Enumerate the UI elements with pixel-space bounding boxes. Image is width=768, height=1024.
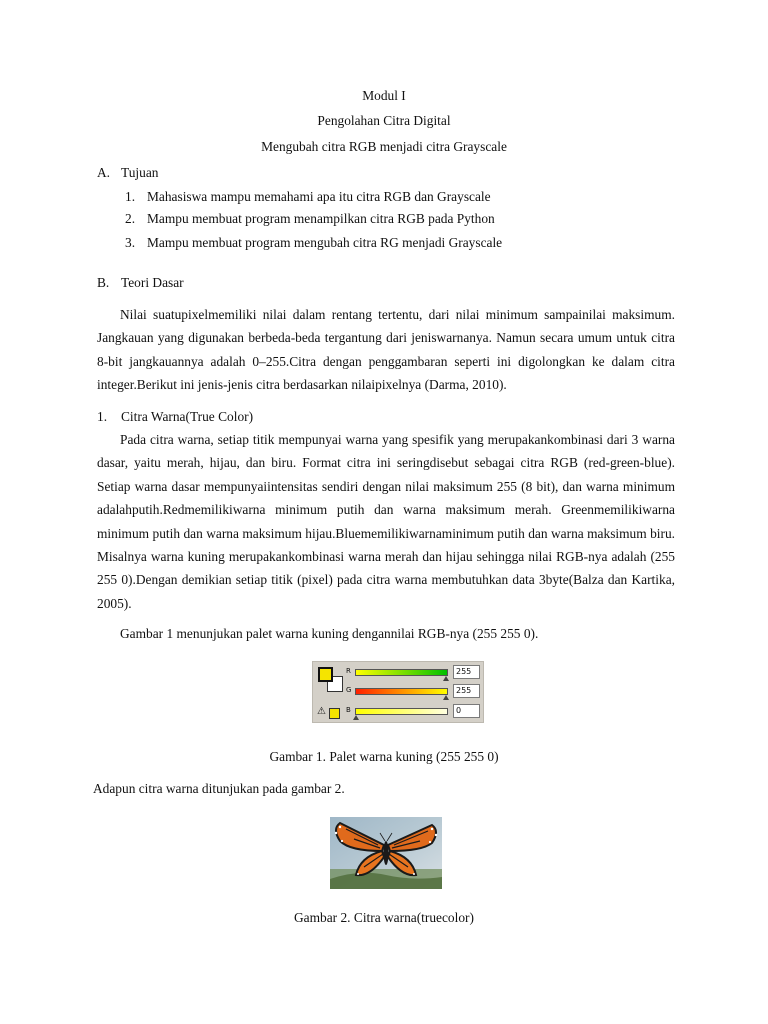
section-b-marker: B. xyxy=(97,275,110,290)
figure-intro-text: Gambar 1 menunjukan palet warna kuning dengannilai RGB-nya (255 255 0). xyxy=(120,626,539,641)
subsection-title: Citra Warna(True Color) xyxy=(121,409,254,424)
objective-number: 1. xyxy=(125,189,136,204)
subsection-number: 1. xyxy=(97,409,108,424)
figure2-caption: Gambar 2. Citra warna(truecolor) xyxy=(294,910,474,925)
foreground-color-swatch xyxy=(318,667,333,682)
red-channel-bar xyxy=(355,669,448,676)
color-palette-figure xyxy=(312,661,484,723)
gamut-color-swatch xyxy=(329,708,340,719)
objective-item: Mampu membuat program mengubah citra RG menjadi Grayscale xyxy=(147,235,503,250)
topic-title: Mengubah citra RGB menjadi citra Grayscale xyxy=(261,139,507,154)
warning-icon: ⚠ xyxy=(317,706,326,717)
red-value-field[interactable]: 255 xyxy=(453,665,480,679)
channel-label: G xyxy=(346,686,352,694)
section-a-title: Tujuan xyxy=(121,165,159,180)
objective-item: Mahasiswa mampu memahami apa itu citra RGB dan Grayscale xyxy=(147,189,491,204)
section-b-title: Teori Dasar xyxy=(121,275,184,290)
objective-item: Mampu membuat program menampilkan citra RGB pada Python xyxy=(147,211,495,226)
green-value-field[interactable]: 255 xyxy=(453,684,480,698)
channel-label: B xyxy=(346,706,351,714)
objective-number: 2. xyxy=(125,211,136,226)
true-color-paragraph: Pada citra warna, setiap titik mempunyai warna yang spesifik yang merupakankombinasi dari 3 warna dasar, yaitu merah, hijau, dan biru. Format citra ini seringdisebut sebagai citra RGB (red-green-blue). Setiap warna dasar mempunyaiintensitas sendiri dengan nilai maksimum 255 (8 bit), dan warna minimum adalahputih.Redmemilikiwarna minimum putih dan warna maksimum merah. Greenmemilikiwarna minimum putih dan warna maksimum hijau.Bluememilikiwarnaminimum putih dan warna maksimum biru. Misalnya warna kuning merupakankombinasi warna merah dan hijau sehingga nilai RGB-nya adalah (255 255 0).Dengan demikian setiap titik (pixel) pada citra warna membutuhkan data 3byte(Balza dan Kartika, 2005). xyxy=(97,432,675,611)
theory-paragraph: Nilai suatupixelmemiliki nilai dalam rentang tertentu, dari nilai minimum sampainilai maksimum. Jangkauan yang digunakan berbeda-beda tergantung dari jeniswarnanya. Namun secara umum untuk citra 8-bit jangkauannya adalah 0–255.Citra dengan penggambaran seperti ini digolongkan ke dalam citra integer.Berikut ini jenis-jenis citra berdasarkan nilaipixelnya (Darma, 2010). xyxy=(97,307,675,393)
module-heading: Modul I xyxy=(362,88,406,103)
green-channel-bar xyxy=(355,688,448,695)
figure2-intro-text: Adapun citra warna ditunjukan pada gambar 2. xyxy=(93,781,345,796)
red-channel-slider[interactable] xyxy=(443,676,449,681)
figure1-caption: Gambar 1. Palet warna kuning (255 255 0) xyxy=(269,749,499,764)
channel-label: R xyxy=(346,667,351,675)
objective-number: 3. xyxy=(125,235,136,250)
blue-channel-bar xyxy=(355,708,448,715)
section-a-marker: A. xyxy=(97,165,111,180)
blue-value-field[interactable]: 0 xyxy=(453,704,480,718)
blue-channel-slider[interactable] xyxy=(353,715,359,720)
course-title: Pengolahan Citra Digital xyxy=(317,113,451,128)
green-channel-slider[interactable] xyxy=(443,695,449,700)
butterfly-photo xyxy=(330,817,442,889)
